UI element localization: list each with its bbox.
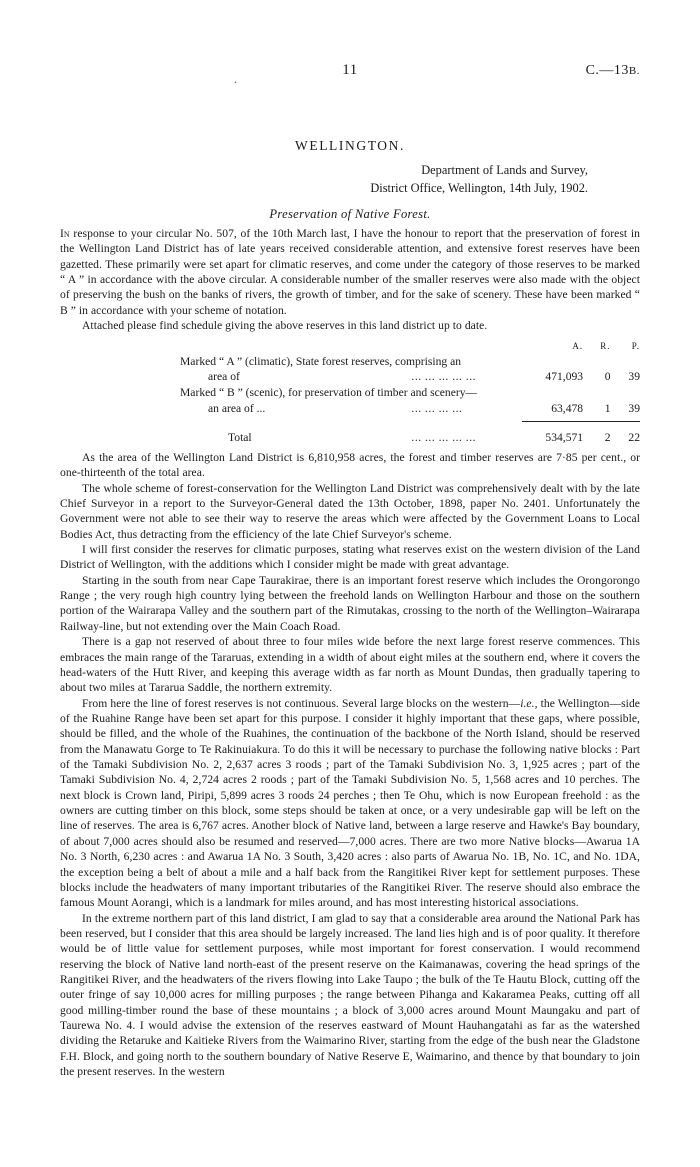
units-acres: A. (572, 341, 584, 352)
schedule-row-a (60, 369, 640, 385)
paragraph-3: As the area of the Wellington Land District is 6,810,958 acres, the forest and timber reserves are 7·85 per cent., or one-thirteenth of the total area. (60, 450, 640, 480)
schedule-total-rule (522, 416, 640, 426)
row-a-label-line1: Marked “ A ” (climatic), State forest reserves, comprising an (180, 354, 462, 368)
row-a-roods: 0 (604, 370, 611, 384)
schedule-row-b (60, 401, 640, 417)
schedule-row-a-heading (60, 354, 640, 370)
row-a-perches: 39 (628, 370, 640, 384)
row-b-perches: 39 (628, 401, 640, 415)
page-number: 11 (342, 62, 358, 78)
row-a-dots: ... ... ... ... ... (411, 370, 476, 384)
paragraph-7: There is a gap not reserved of about three to four miles wide before the next large forest reserve commences. This embraces the main range of the Tararuas, extending in a width of about eight miles at the southern end, where it covers the head-waters of the Hutt River, and keeping this average width as far north as Mount Dundas, then gradually tapering to about two miles at Tararua Saddle, the northern extremity. (60, 635, 640, 695)
units-roods: R. (600, 341, 611, 352)
row-a-label-line2: area of (208, 370, 240, 384)
row-b-label-line2: an area of ... (208, 401, 266, 415)
row-b-dots: ... ... ... ... (411, 401, 463, 415)
department-line-2: District Office, Wellington, 14th July, 1902. (370, 180, 588, 195)
document-code-main: C.—13 (585, 63, 629, 78)
total-roods: 2 (604, 431, 611, 445)
total-dots: ... ... ... ... ... (411, 431, 476, 445)
total-acres: 534,571 (545, 431, 584, 445)
department-block (60, 162, 640, 198)
row-a-acres: 471,093 (545, 370, 584, 384)
schedule-dots-spacer (411, 340, 522, 353)
schedule-row-b-heading (60, 385, 640, 401)
total-label: Total (228, 431, 252, 445)
schedule-units-row (60, 340, 640, 353)
rule-spacer-1 (60, 416, 411, 426)
document-code (586, 63, 640, 79)
paragraph-8: From here the line of forest reserves is not continuous. Several large blocks on the western—i.e., the Wellington—side of the Ruahine Range have been set apart for this purpose. I consider it highly important that these gaps, where possible, should be filled, and the whole of the Ruahines, the continuation of the backbone of the North Island, should be reserved from the Manawatu Gorge to Te Rakinuiakura. To do this it will be necessary to purchase the following native blocks : Part of the Tamaki Subdivision No. 2, 2,637 acres 3 roods ; part of the Tamaki Subdivision No. 3, 1,925 acres ; part of the Tamaki Subdivision No. 4, 2,724 acres 2 roods ; part of the Tamaki Subdivision No. 5, 1,568 acres and 10 perches. The next block is Crown land, Piripi, 5,899 acres 3 roods 24 perches ; then Te Ohu, which is now European freehold : as the owners are cutting timber on this block, some steps should be taken at once, or a very undesirable gap will be left on the line of reserves. The area is 6,767 acres. Another block of Native land, between a large reserve and Hawke's Bay boundary, of about 7,000 acres should also be resumed and reserved—7,000 acres. There are two more Native blocks—Awarua 1A No. 3 North, 6,230 acres : and Awarua 1A No. 3 South, 3,420 acres : also parts of Awarua No. 1B, No. 1C, and No. 1DA, the exception being a belt of about a mile and a half back from the Rangitikei River kept for settlement purposes. These blocks include the headwaters of many important tributaries of the Rangitikei River. The reserve should also embrace the famous Mount Aorangi, which is a landmark for miles around, and has most interesting historical associations. (60, 696, 640, 910)
reserves-schedule-table (60, 340, 640, 445)
rule-spacer-2 (411, 416, 522, 426)
paragraph-2: Attached please find schedule giving the above reserves in this land district up to date. (82, 319, 488, 333)
paragraph-1: In response to your circular No. 507, of the 10th March last, I have the honour to report that the preservation of forest in the Wellington Land District has of late years received considerable attention, and extensive forest reserves have been gazetted. These primarily were set apart for climatic reserves, and come under the category of those reserves to be marked “ A ” in accordance with the above circular. A considerable number of the smaller reserves were also made with the object of preserving the bush on the banks of rivers, the growth of timber, and for the sake of scenery. These have been marked “ B ” in accordance with your scheme of notation. (60, 226, 640, 317)
document-code-suffix: B. (628, 65, 640, 77)
schedule-label-spacer (60, 340, 411, 353)
total-perches: 22 (628, 431, 640, 445)
schedule-total-row (60, 426, 640, 446)
schedule-rule-row (60, 416, 640, 426)
row-b-roods: 1 (604, 401, 611, 415)
paragraph-9: In the extreme northern part of this land district, I am glad to say that a considerable area around the National Park has been reserved, but I consider that this area should be largely increased. The land lies high and is of poor quality. It therefore would be of little value for settlement purposes, while most important for forest conservation. I would recommend reserving the block of Native land north-east of the present reserve on the Kaimanawas, covering the head springs of the Rangitikei River, and the headwaters of the rivers flowing into Lake Taupo ; the bulk of the Te Hautu Block, cutting off the outer fringe of say 10,000 acres for milling purposes ; the range between Pihanga and Kakaramea Peaks, cutting off all good milling-timber round the base of these mountains ; a block of 3,000 acres around Mount Maungaku and part of Taurewa No. 4. I would advise the extension of the reserves eastward of Mount Hauhangatahi as far as the watershed dividing the Retaruke and Kaitieke Rivers from the Waimarino River, starting from the edge of the bush near the Gladstone F.H. Block, and going north to the southern boundary of Native Reserve E, Waimarino, and thence by that boundary to join the present reserves. In the western (60, 911, 640, 1079)
section-subtitle: Preservation of Native Forest. (269, 206, 431, 221)
units-perches: P. (631, 341, 640, 352)
page-title: WELLINGTON. (295, 138, 405, 153)
department-line-1: Department of Lands and Survey, (421, 163, 588, 177)
paragraph-6: Starting in the south from near Cape Taurakirae, there is an important forest reserve which includes the Orongorongo Range ; the very rough high country lying between the freehold lands on Wellington Harbour and those on the southern portion of the Wairarapa Valley and the southern part of the Rimutakas, crossing to the north of the Wellington–Wairarapa Railway-line, but not extending over the Main Coach Road. (60, 573, 640, 633)
row-b-acres: 63,478 (551, 401, 584, 415)
stray-dot-mark: . (234, 72, 237, 86)
paragraph-4: The whole scheme of forest-conservation for the Wellington Land District was comprehensively dealt with by the late Chief Surveyor in a report to the Surveyor-General dated the 13th October, 1898, paper No. 2401. Unfortunately the Government were not able to see their way to reserve the areas which were affected by the Government Loans to Local Bodies Act, thus detracting from the efficiency of the late Chief Surveyor's scheme. (60, 481, 640, 541)
row-b-label-line1: Marked “ B ” (scenic), for preservation of timber and scenery— (180, 385, 478, 399)
paragraph-5: I will first consider the reserves for climatic purposes, stating what reserves exist on the western division of the Land District of Wellington, with the additions which I consider might be made with great advantage. (60, 542, 640, 572)
page-header (60, 62, 640, 96)
